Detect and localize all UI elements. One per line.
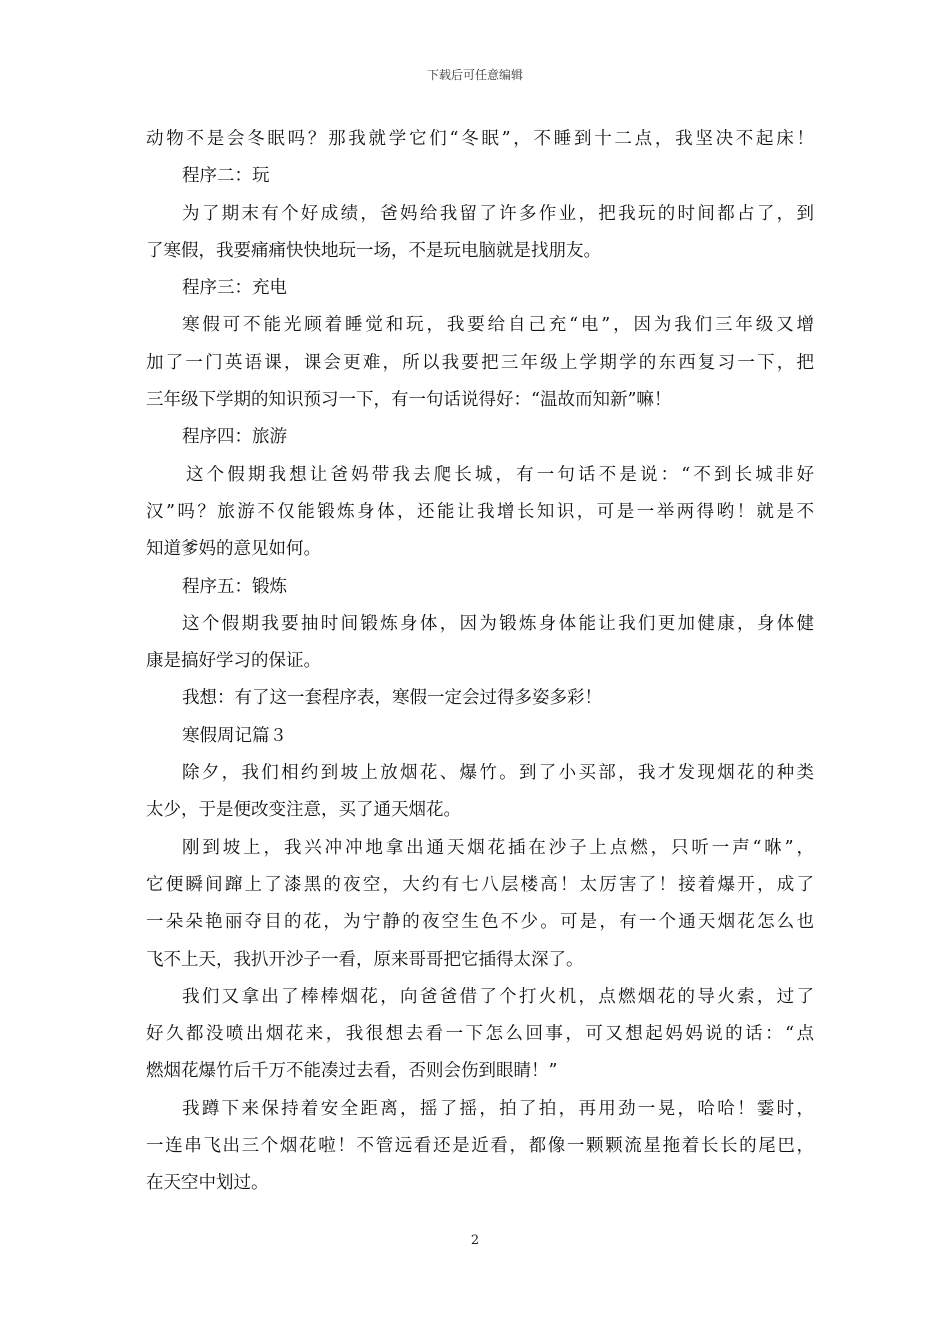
text-line: 在天空中划过。: [146, 1173, 269, 1194]
text-line: 康是搞好学习的保证。: [146, 651, 321, 672]
text-line: 知道爹妈的意见如何。: [146, 539, 321, 560]
text-line: 一朵朵艳丽夺目的花，为宁静的夜空生色不少。可是，有一个通天烟花怎么也: [146, 912, 814, 933]
section-heading: 寒假周记篇３: [182, 725, 287, 746]
page-header: 下载后可任意编辑: [426, 68, 523, 82]
page-number: 2: [470, 1233, 480, 1248]
text-line: 这个假期我想让爸妈带我去爬长城，有一句话不是说：“不到长城非好: [186, 464, 814, 485]
text-line: 除夕，我们相约到坡上放烟花、爆竹。到了小买部，我才发现烟花的种类: [182, 763, 814, 784]
text-line: 好久都没喷出烟花来，我很想去看一下怎么回事，可又想起妈妈说的话：“点: [146, 1024, 814, 1045]
text-line: 我蹲下来保持着安全距离，摇了摇，拍了拍，再用劲一晃，哈哈！霎时，: [182, 1098, 814, 1119]
text-line: 了寒假，我要痛痛快快地玩一场，不是玩电脑就是找朋友。: [146, 240, 601, 261]
text-line: 我想：有了这一套程序表，寒假一定会过得多姿多彩！: [182, 688, 602, 709]
text-line: 一连串飞出三个烟花啦！不管远看还是近看，都像一颗颗流星拖着长长的尾巴，: [146, 1136, 814, 1157]
text-line: 它便瞬间蹿上了漆黑的夜空，大约有七八层楼高！太厉害了！接着爆开，成了: [146, 874, 814, 895]
text-line: 刚到坡上，我兴冲冲地拿出通天烟花插在沙子上点燃，只听一声“咻”，: [182, 837, 814, 858]
text-line: 三年级下学期的知识预习一下，有一句话说得好：“温故而知新”嘛！: [146, 390, 672, 411]
text-line: 加了一门英语课，课会更难，所以我要把三年级上学期学的东西复习一下，把: [146, 352, 814, 373]
section-heading: 程序三：充电: [182, 278, 287, 299]
text-line: 这个假期我要抽时间锻炼身体，因为锻炼身体能让我们更加健康，身体健: [182, 613, 814, 634]
text-line: 飞不上天，我扒开沙子一看，原来哥哥把它插得太深了。: [146, 949, 584, 970]
section-heading: 程序二：玩: [182, 166, 270, 187]
section-heading: 程序五：锻炼: [182, 576, 287, 597]
document-body: [146, 121, 814, 1203]
section-heading: 程序四：旅游: [182, 427, 287, 448]
text-line: 我们又拿出了棒棒烟花，向爸爸借了个打火机，点燃烟花的导火索，过了: [182, 986, 814, 1007]
text-line: 动物不是会冬眠吗？那我就学它们“冬眠”，不睡到十二点，我坚决不起床！: [146, 129, 814, 149]
text-line: 汉”吗？旅游不仅能锻炼身体，还能让我增长知识，可是一举两得哟！就是不: [146, 501, 814, 522]
text-line: 太少，于是便改变注意，买了通天烟花。: [146, 800, 461, 821]
text-line: 寒假可不能光顾着睡觉和玩，我要给自己充“电”，因为我们三年级又增: [182, 315, 814, 336]
text-line: 为了期末有个好成绩，爸妈给我留了许多作业，把我玩的时间都占了，到: [182, 203, 814, 224]
text-line: 燃烟花爆竹后千万不能凑过去看，否则会伤到眼睛！”: [146, 1061, 558, 1082]
